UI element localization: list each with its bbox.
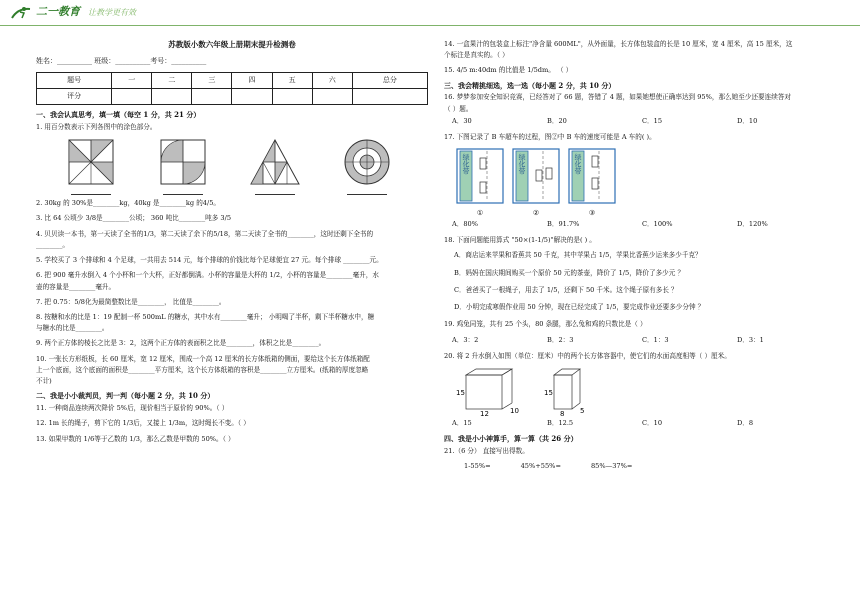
student-info-line: 姓名：__________ 班级：__________考号：__________ (36, 57, 207, 66)
question-10-end: 不计) (36, 377, 52, 386)
score-cell: 评分 (37, 89, 112, 105)
question-17: 17. 下图记录了 B 车超车的过程，图②中 B 车的速度可能是 A 车的( )。 (444, 133, 656, 142)
q18-option-a[interactable]: A．商店运来苹果和香蕉共 50 千克，其中苹果占 1/5，苹果比香蕉少运来多少千克？ (454, 251, 702, 260)
dimension-height: 15 (456, 389, 465, 397)
calc-item[interactable]: 45%+55%= (520, 462, 561, 471)
q1-figure-triangle (248, 138, 302, 195)
score-table-header-row (37, 73, 428, 89)
question-21: 21.（6 分） 直接写出得数。 (444, 446, 529, 455)
question-13: 13. 如果甲数的 1/6等于乙数的 1/3，那么乙数是甲数的 50%。（ ） (36, 434, 235, 443)
q20-container-figures (454, 367, 844, 417)
option-b[interactable]: B．2：3 (547, 335, 574, 344)
question-10: 10. 一张长方形纸板，长 60 厘米，宽 12 厘米，围成一个高 12 厘米的长方体纸箱的侧面，要给这个长方体纸箱配 (36, 354, 370, 363)
q16-options (452, 117, 844, 125)
option-c[interactable]: C．10 (642, 419, 663, 427)
option-d[interactable]: D．10 (737, 116, 758, 125)
option-a[interactable]: A．30 (452, 116, 472, 125)
question-2: 2. 30kg 的 30%是________kg，40kg 是________kg 的4/5。 (36, 199, 220, 208)
score-cell: 一 (112, 73, 152, 89)
score-cell: 二 (152, 73, 192, 89)
q19-options (452, 336, 844, 344)
score-cell: 六 (312, 73, 352, 89)
shaded-rings-icon (343, 138, 391, 186)
cuboid-container-icon (542, 367, 592, 417)
option-d[interactable]: D．3：1 (737, 335, 764, 344)
dimension-width: 10 (510, 407, 519, 415)
question-12: 12. 1m 长的绳子，剪下它的 1/3后，又接上 1/3m，这时绳长不变。（ ） (36, 419, 250, 428)
score-cell: 三 (192, 73, 232, 89)
dimension-height: 15 (544, 389, 553, 397)
question-9: 9. 两个正方体的棱长之比是 3：2，这两个正方体的表面积之比是________，体积之比是________。 (36, 339, 326, 348)
cuboid-container-icon (454, 367, 524, 417)
section-heading: 四、我是小小神算手，算一算（共 26 分） (444, 434, 578, 444)
q17-road-figures (456, 148, 844, 218)
dimension-length: 8 (560, 410, 565, 417)
figure-caption: ③ (588, 209, 596, 218)
paper-title: 苏教版小数六年级上册期末提升检测卷 (168, 40, 296, 49)
option-a[interactable]: A．3：2 (452, 335, 479, 344)
road-figure-2 (512, 148, 560, 218)
logo-name: 二一教育 (36, 6, 80, 19)
question-4-continued: ________。 (36, 240, 69, 249)
question-1: 1. 用百分数表示下列各图中的涂色部分。 (36, 122, 157, 131)
section-heading: 三、我会精挑细选，选一选（每小题 2 分，共 10 分） (444, 80, 616, 90)
arc-square-icon (159, 138, 207, 186)
question-5: 5. 学校买了 3 个排球和 4 个足球，一共用去 514 元，每个排球的价钱比每个足球便宜 27 元。每个排球 ________元。 (36, 256, 383, 265)
answer-blank[interactable] (163, 194, 203, 195)
question-7: 7. 把 0.75：5/8化为最简整数比是________， 比值是________。 (36, 297, 226, 306)
question-3: 3. 比 64 公顷少 3/8是________公顷； 360 吨比________吨多 3/5 (36, 214, 232, 223)
road-label: 绿化带 (518, 153, 526, 175)
answer-blank[interactable] (255, 194, 295, 195)
question-16-continued: （ ）题。 (444, 104, 473, 113)
page-header (0, 0, 860, 26)
answer-blank[interactable] (71, 194, 111, 195)
road-label: 绿化带 (574, 153, 582, 175)
figure-caption: ① (476, 209, 484, 218)
q18-option-d[interactable]: D．小明完成寒假作业用 50 分钟，现在已经完成了 1/5，要完成作业还要多少分钟 ？ (454, 303, 705, 312)
option-b[interactable]: B．20 (547, 116, 567, 125)
score-input-cell[interactable] (112, 89, 152, 105)
road-figure-1 (456, 148, 504, 218)
road-figure-3 (568, 148, 616, 218)
option-d[interactable]: D．120% (737, 219, 768, 228)
score-input-cell[interactable] (192, 89, 232, 105)
section-heading: 二、我是小小裁判员，判一判（每小题 2 分，共 10 分） (36, 391, 215, 401)
option-c[interactable]: C．15 (642, 116, 663, 125)
dimension-width: 5 (580, 407, 585, 415)
calc-item[interactable]: 85%—37%= (590, 462, 633, 471)
q1-figure-rings (340, 138, 394, 195)
q1-figure-arc-square (156, 138, 210, 195)
answer-blank[interactable] (347, 194, 387, 195)
score-input-cell[interactable] (272, 89, 312, 105)
question-8-continued: 与糖水的比是________。 (36, 324, 109, 333)
option-c[interactable]: C．1：3 (642, 335, 669, 344)
score-input-cell[interactable] (232, 89, 272, 105)
question-4: 4. 贝贝读一本书，第一天读了全书的1/3，第二天读了余下的5/18，第二天读了全书的________，这时还剩下全书的 (36, 229, 374, 238)
question-19: 19. 鸡兔同笼，共有 25 个头，80 条腿，那么兔和鸡的只数比是（ ） (444, 320, 647, 329)
score-cell: 题号 (37, 73, 112, 89)
q18-option-c[interactable]: C．爸爸买了一根绳子，用去了 1/5，还剩下 50 千米。这个绳子原有多长 ？ (454, 285, 678, 294)
section-heading: 一、我会认真思考，填一填（每空 1 分，共 21 分） (36, 110, 201, 120)
q20-options (452, 419, 844, 427)
score-cell: 总分 (352, 73, 427, 89)
option-c[interactable]: C．100% (642, 219, 673, 228)
question-6: 6. 把 900 毫升水倒入 4 个小杯和一个大杯，正好都倒满。小杯的容量是大杯的 1/2，小杯的容量是________毫升，水 (36, 271, 379, 280)
logo (10, 6, 136, 20)
q18-option-b[interactable]: B．妈妈在国庆期间购买一个原价 50 元的茶壶，降价了 1/5，降价了多少元 ？ (454, 268, 685, 277)
q21-calculations (464, 462, 844, 470)
calc-item[interactable]: 1-55%= (464, 462, 491, 471)
option-d[interactable]: D．8 (737, 419, 754, 427)
question-16: 16. 梦梦参加安全知识竞赛，已经答对了 66 题，答错了 4 题，如果她想使正确率达到 95%，那么她至少还要连续答对 (444, 93, 792, 102)
question-20: 20. 将 2 升水倒入如图（单位：厘米）中的两个长方体容器中，使它们的水面高度相等（ ）厘米。 (444, 351, 731, 360)
left-column (36, 30, 428, 450)
dimension-length: 12 (480, 410, 489, 417)
option-a[interactable]: A．80% (452, 219, 479, 228)
question-14-continued: 个标注是真实的。（ ） (444, 51, 509, 60)
question-14: 14. 一盒果汁的包装盒上标注"净含量 600ML"，从外面量，长方体包装盒的长是 10 厘米，宽 4 厘米，高 15 厘米，这 (444, 40, 793, 48)
shaded-square-icon (67, 138, 115, 186)
score-table (36, 72, 428, 105)
question-6-continued: 壶的容量是________毫升。 (36, 282, 116, 291)
question-18: 18. 下面问题能用算式 "50×(1-1/5)"解决的是( ) 。 (444, 236, 596, 245)
option-b[interactable]: B．91.7% (547, 219, 580, 228)
runner-logo-icon (10, 6, 32, 20)
figure-caption: ② (532, 209, 540, 218)
logo-slogan: 让教学更有效 (88, 8, 136, 17)
road-overtake-icon (456, 148, 504, 206)
question-11: 11. 一种商品连续两次降价 5%后，现价相当于原价的 90%。（ ） (36, 404, 229, 413)
score-table-score-row (37, 89, 428, 105)
score-input-cell[interactable] (352, 89, 427, 105)
score-input-cell[interactable] (152, 89, 192, 105)
q1-figures (64, 138, 428, 195)
question-10-continued: 上一个底面，这个底面的面积是________平方厘米，这个长方体纸箱的容积是________立方厘米。(纸箱的厚度忽略 (36, 365, 369, 374)
road-overtake-icon (512, 148, 560, 206)
shaded-triangle-icon (249, 138, 301, 186)
option-b[interactable]: B．12.5 (547, 419, 574, 427)
road-label: 绿化带 (462, 153, 470, 175)
score-cell: 四 (232, 73, 272, 89)
option-a[interactable]: A．15 (452, 419, 472, 427)
road-overtake-icon (568, 148, 616, 206)
q17-options (452, 220, 844, 228)
question-8: 8. 按糖和水的比是 1：19 配制一杯 500mL 的糖水，其中水有________毫升； 小明喝了半杯，剩下半杯糖水中，糖 (36, 312, 375, 321)
score-cell: 五 (272, 73, 312, 89)
q1-figure-square-grid (64, 138, 118, 195)
score-input-cell[interactable] (312, 89, 352, 105)
question-15: 15. 4/5 m:40dm 的比值是 1/5dm。 （ ） (444, 66, 573, 75)
right-column (444, 40, 844, 470)
